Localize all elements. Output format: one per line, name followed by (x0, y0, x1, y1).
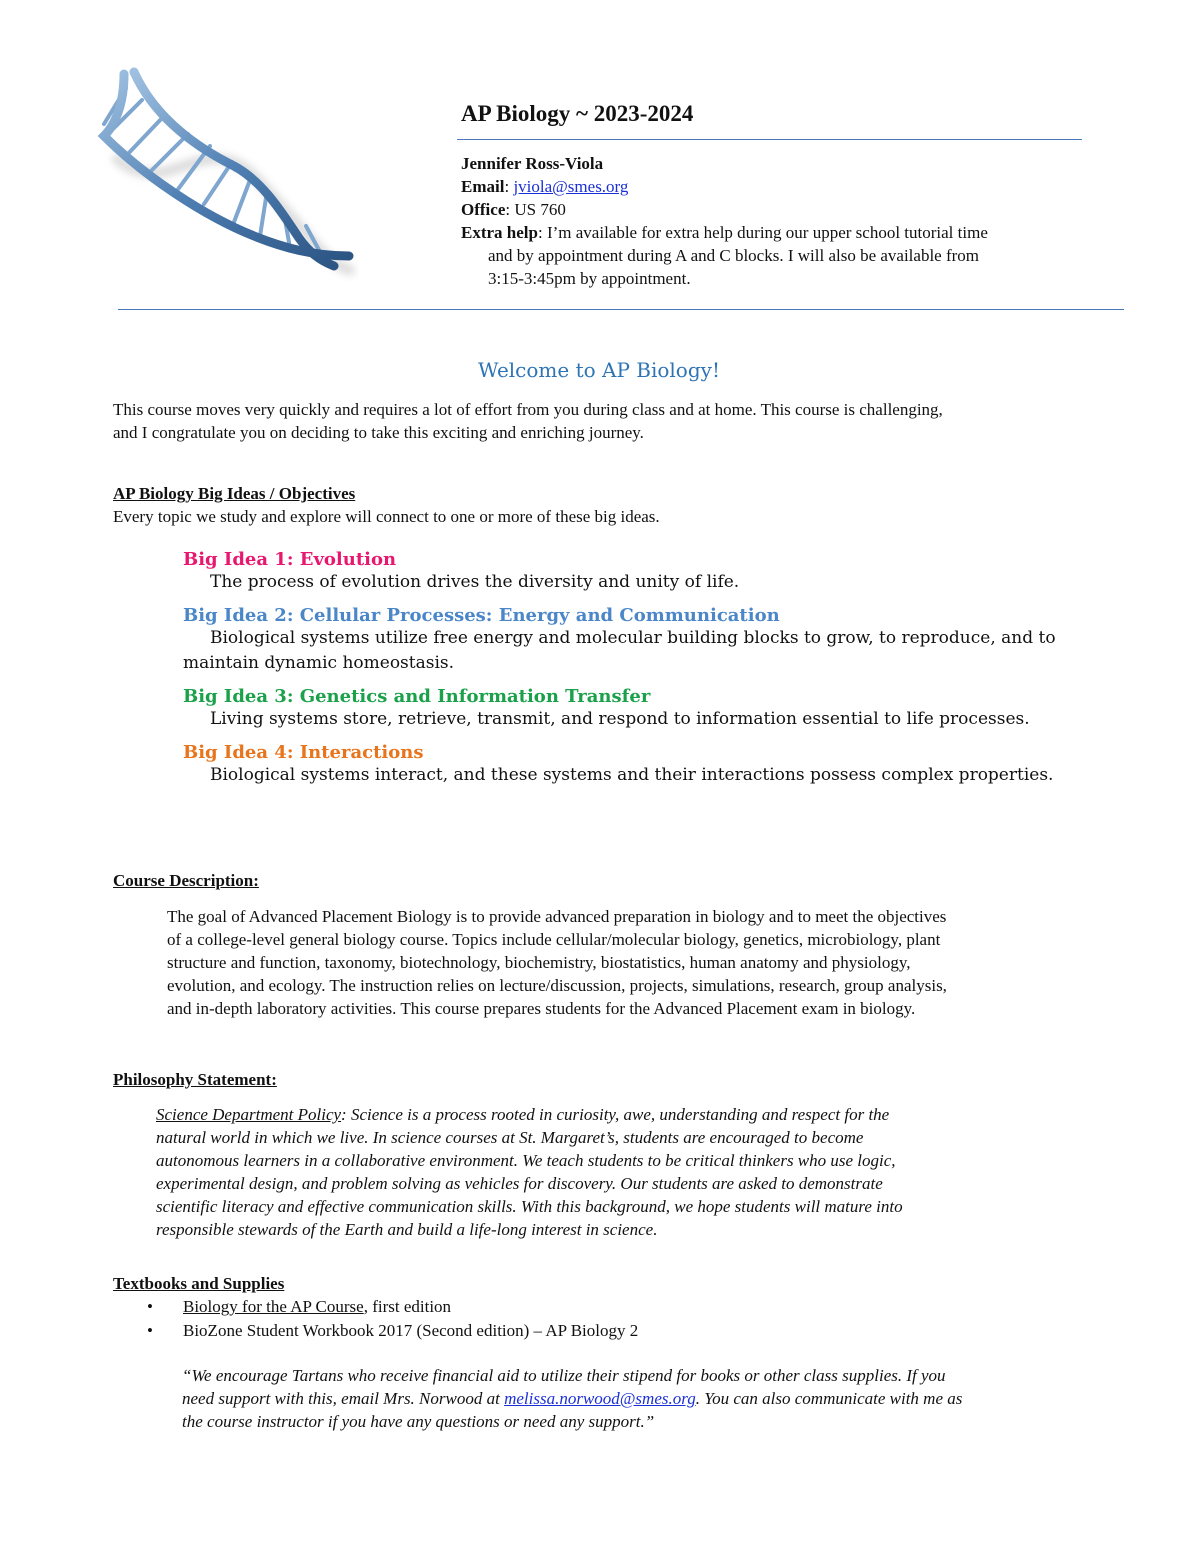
email-link[interactable]: jviola@smes.org (513, 177, 629, 196)
big-ideas-list (183, 549, 1083, 788)
big-idea-description: Biological systems utilize free energy and molecular building blocks to grow, to reproduce, and to (210, 628, 1056, 648)
office-label: Office (461, 200, 506, 219)
quote-line: need support with this, email Mrs. Norwood at (182, 1389, 505, 1408)
quote-line: . You can also communicate with me as (695, 1389, 963, 1408)
big-ideas-section (113, 482, 1093, 528)
list-item (113, 1319, 1013, 1343)
welcome-line: This course moves very quickly and requires a lot of effort from you during class and at home. This course is challenging, (113, 400, 943, 419)
header-divider (457, 139, 1082, 140)
big-ideas-intro: Every topic we study and explore will connect to one or more of these big ideas. (113, 507, 660, 526)
philosophy-line: autonomous learners in a collaborative environment. We teach students to be critical thinkers who use logic, (156, 1151, 896, 1170)
course-description-line: evolution, and ecology. The instruction relies on lecture/discussion, projects, simulations, research, group analysis, (167, 976, 947, 995)
course-description-line: and in-depth laboratory activities. This course prepares students for the Advanced Placement exam in biology. (167, 999, 916, 1018)
extra-help-text: 3:15-3:45pm by appointment. (488, 269, 691, 288)
financial-aid-quote (182, 1364, 1102, 1433)
big-idea-description: maintain dynamic homeostasis. (183, 653, 455, 673)
philosophy-line: scientific literacy and effective communication skills. With this background, we hope students will mature into (156, 1197, 903, 1216)
textbook-edition: , first edition (363, 1297, 452, 1316)
philosophy-line: responsible stewards of the Earth and build a life-long interest in science. (156, 1220, 658, 1239)
welcome-line: and I congratulate you on deciding to take this exciting and enriching journey. (113, 423, 644, 442)
big-idea-description: The process of evolution drives the diversity and unity of life. (210, 572, 740, 592)
course-title: AP Biology ~ 2023-2024 (461, 101, 694, 126)
instructor-name: Jennifer Ross-Viola (461, 154, 604, 173)
big-idea-4 (183, 742, 1083, 788)
big-idea-title: Big Idea 1: Evolution (183, 549, 397, 570)
supplies-list (113, 1295, 1013, 1343)
email-label: Email (461, 177, 505, 196)
welcome-paragraph (113, 398, 1093, 444)
workbook-title: BioZone Student Workbook 2017 (Second edition) – AP Biology 2 (183, 1321, 639, 1340)
big-idea-title: Big Idea 4: Interactions (183, 742, 424, 763)
extra-help-label: Extra help (461, 223, 538, 242)
bullet-icon: • (147, 1297, 153, 1316)
header-bottom-divider (118, 309, 1124, 310)
office-value: US 760 (514, 200, 566, 219)
course-description-line: of a college-level general biology course. Topics include cellular/molecular biology, genetics, microbiology, plant (167, 930, 941, 949)
norwood-email-link[interactable]: melissa.norwood@smes.org (504, 1389, 696, 1408)
quote-line: the course instructor if you have any questions or need any support.” (182, 1412, 655, 1431)
course-description-line: The goal of Advanced Placement Biology is to provide advanced preparation in biology and to meet the objectives (167, 907, 947, 926)
philosophy-line: : Science is a process rooted in curiosity, awe, understanding and respect for the (341, 1105, 890, 1124)
extra-help-text: : I’m available for extra help during our upper school tutorial time (537, 223, 988, 242)
bullet-icon: • (147, 1321, 153, 1340)
course-description-heading: Course Description: (113, 871, 259, 890)
instructor-info: Jennifer Ross-Viola Email: jviola@smes.org Office: US 760 Extra help: I’m available for extra help during our upper school tutorial time and by appointment during A and C blocks. I will also be available from 3:15-3:45pm by appointment. (461, 152, 1081, 290)
policy-label: Science Department Policy (156, 1105, 342, 1124)
textbooks-heading: Textbooks and Supplies (113, 1274, 285, 1293)
big-ideas-heading: AP Biology Big Ideas / Objectives (113, 484, 356, 503)
welcome-title: Welcome to AP Biology! (478, 358, 720, 382)
quote-line: “We encourage Tartans who receive financial aid to utilize their stipend for books or other class supplies. If you (182, 1366, 946, 1385)
big-idea-3 (183, 686, 1083, 732)
dna-helix-image (84, 66, 359, 281)
big-idea-title: Big Idea 2: Cellular Processes: Energy and Communication (183, 605, 780, 626)
big-idea-2 (183, 605, 1083, 676)
big-idea-description: Living systems store, retrieve, transmit, and respond to information essential to life processes. (210, 709, 1030, 729)
philosophy-line: natural world in which we live. In science courses at St. Margaret’s, students are encouraged to become (156, 1128, 864, 1147)
big-idea-title: Big Idea 3: Genetics and Information Transfer (183, 686, 651, 707)
course-description-line: structure and function, taxonomy, biotechnology, biochemistry, biostatistics, human anatomy and physiology, (167, 953, 911, 972)
list-item (113, 1295, 1013, 1319)
course-description-body (167, 905, 1087, 1020)
philosophy-heading: Philosophy Statement: (113, 1070, 277, 1089)
philosophy-line: experimental design, and problem solving as vehicles for discovery. Our students are asked to demonstrate (156, 1174, 883, 1193)
philosophy-body (156, 1103, 1086, 1241)
textbook-title: Biology for the AP Course (183, 1297, 364, 1316)
big-idea-description: Biological systems interact, and these systems and their interactions possess complex properties. (210, 765, 1054, 785)
extra-help-text: and by appointment during A and C blocks. I will also be available from (488, 246, 980, 265)
big-idea-1 (183, 549, 1083, 595)
